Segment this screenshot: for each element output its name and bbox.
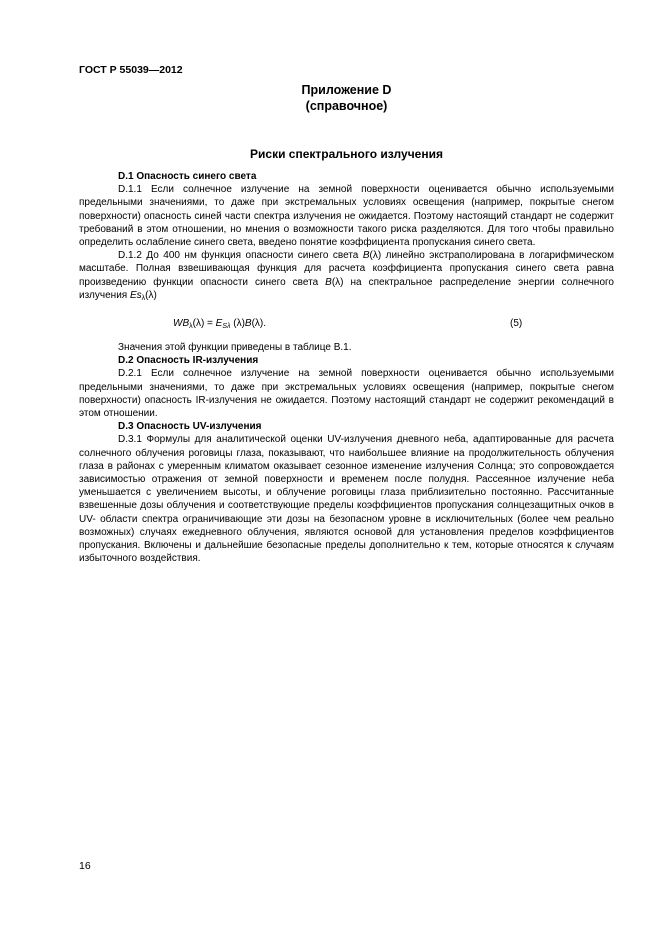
standard-header: ГОСТ Р 55039—2012 — [79, 64, 183, 76]
document-body — [79, 170, 614, 565]
paragraph-d1-2 — [79, 249, 614, 305]
heading-d3: D.3 Опасность UV-излучения — [118, 421, 262, 433]
section-title: Риски спектрального излучения — [250, 147, 443, 161]
formula-number: (5) — [510, 318, 523, 330]
paragraph-d1-3: Значения этой функции приведены в таблице B.1. — [118, 342, 352, 354]
appendix-title: Приложение D — [301, 83, 392, 97]
symbol-wb: WB — [173, 318, 190, 330]
symbol-b: B — [362, 250, 370, 262]
paragraph-d3-1: D.3.1 Формулы для аналитической оценки UV-излучения дневного неба, адаптированные для расчета солнечного облучения роговицы глаза, показывают, что наибольшее влияние на продолжительность облучения глаза в районах с умеренным климатом оказывает сезонное изменение излучения Солнца; это сопровождается зависимостью отражения от земной поверхности и временем после полудня. Рассеянное излучение неба уменьшается с увеличением высоты, и облучение роговицы глаза приблизительно постоянно. Рассчитанные взвешенные дозы облучения и соответствующие пределы коэффициентов пропускания солнцезащитных очков в UV- области спектра ограничивающие эти дозы на безопасном уровне в исключительных (более чем реально возможных) случаях ежедневного облучения, являются основой для установления пределов коэффициентов пропускания. Включены и дальнейшие безопасные пределы дополнительно к тем, которые относятся к случаям избыточного воздействия. — [79, 434, 614, 565]
text-run: (λ). — [251, 318, 267, 330]
text-run: (λ) на спектральное распределение энергии солнечного излучения — [79, 276, 614, 301]
page-number: 16 — [79, 860, 91, 872]
subscript: Sλ — [222, 323, 231, 331]
text-run: (λ) линейно экстраполирована в логарифмическом масштабе. Полная взвешивающая функция для расчета коэффициента пропускания синего света равна произведению функции опасности синего света — [79, 250, 614, 288]
heading-d2: D.2 Опасность IR-излучения — [118, 355, 259, 367]
text-run: D.1.2 До 400 нм функция опасности синего света — [118, 250, 363, 262]
appendix-subtitle: (справочное) — [305, 99, 388, 113]
text-run: (λ) — [145, 289, 157, 301]
heading-d1: D.1 Опасность синего света — [118, 171, 257, 182]
paragraph-d1-1: D.1.1 Если солнечное излучение на земной поверхности оценивается обычно используемыми предельными значениями, то даже при экстремальных условиях освещения (например, покрытые снегом поверхности) опасность синей части спектра излучения не ожидается. Поэтому настоящий стандарт не содержит требований в этом отношении, но мнения о возможности такого риска разделяются. Для того чтобы правильно определить ослабление синего света, введено понятие коэффициента пропускания синего света. — [79, 184, 614, 249]
symbol-es: Es — [129, 289, 142, 301]
symbol-b: B — [244, 318, 252, 330]
formula-expression — [173, 317, 266, 333]
paragraph-d2-1: D.2.1 Если солнечное излучение на земной поверхности оценивается обычно используемыми предельными значениями, то даже при экстремальных условиях освещения (например, покрытые снегом поверхности) опасность IR-излучения не ожидается. Поэтому настоящий стандарт не содержит рекомендаций в этом отношении. — [79, 368, 614, 420]
text-run: (λ) = — [192, 318, 216, 330]
subscript: λ — [189, 323, 193, 331]
symbol-e: E — [215, 318, 223, 330]
text-run: (λ) — [230, 318, 245, 330]
subscript: λ — [141, 294, 146, 302]
formula-5 — [79, 313, 614, 337]
symbol-b: B — [325, 276, 332, 288]
